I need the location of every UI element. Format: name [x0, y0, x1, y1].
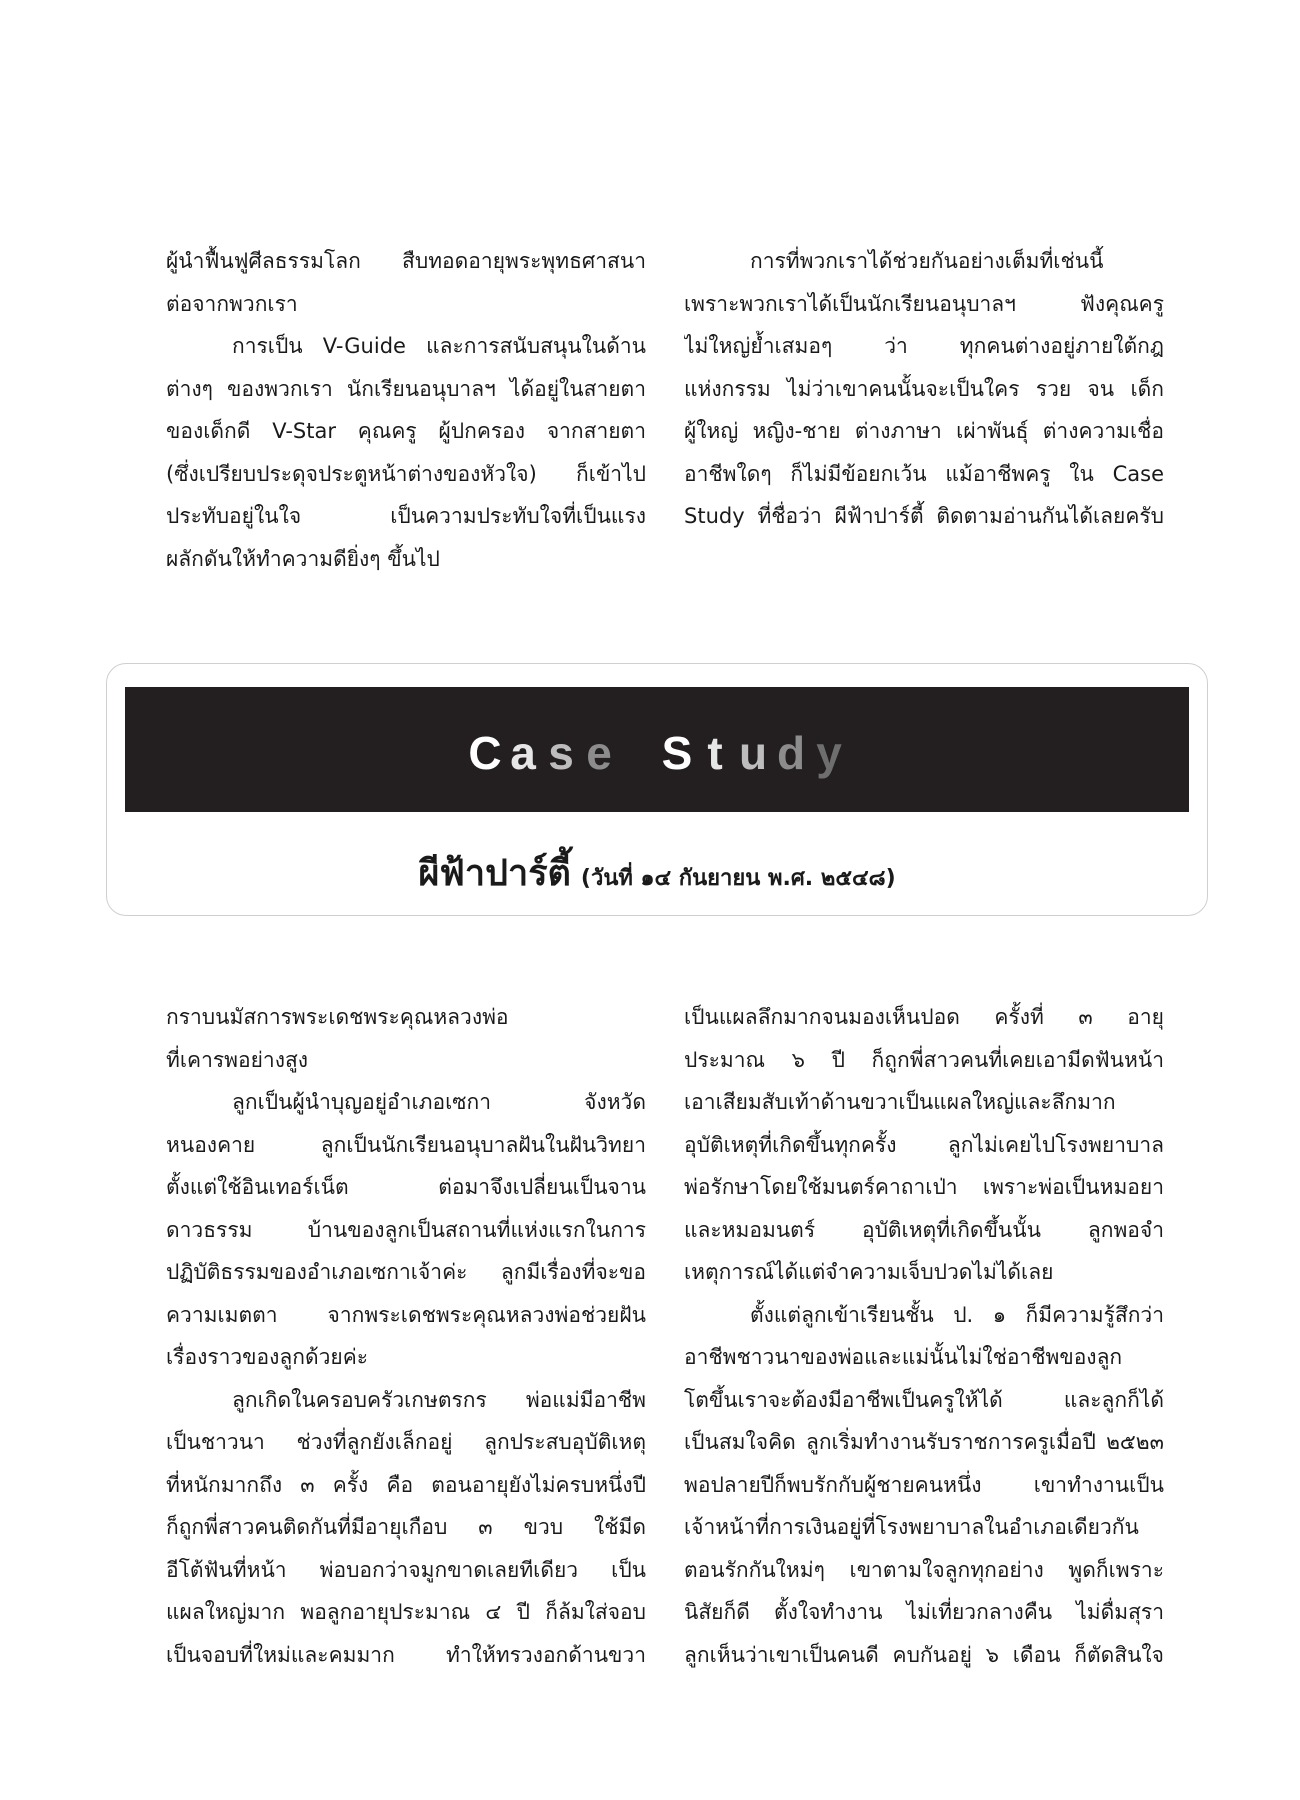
text-line: ความเมตตา จากพระเดชพระคุณหลวงพ่อช่วยฝัน: [166, 1302, 646, 1327]
text-line: หนองคาย ลูกเป็นนักเรียนอนุบาลฝันในฝันวิทยา: [166, 1132, 646, 1157]
text-line: กราบนมัสการพระเดชพระคุณหลวงพ่อ: [166, 1005, 509, 1029]
text-line: ของเด็กดี V-Star คุณครู ผู้ปกครอง จากสายตา: [166, 419, 646, 443]
case-study-name: ผีฟ้าปาร์ตี้: [418, 853, 571, 894]
text-line: เหตุการณ์ได้แต่จำความเจ็บปวดไม่ได้เลย: [684, 1260, 1054, 1284]
text-line: นิสัยก็ดี ตั้งใจทำงาน ไม่เที่ยวกลางคืน ไม่ดื่มสุรา: [684, 1600, 1164, 1624]
text-line: ลูกเกิดในครอบครัวเกษตรกร พ่อแม่มีอาชีพ: [232, 1387, 646, 1412]
text-line: โตขึ้นเราจะต้องมีอาชีพเป็นครูให้ได้ และลูกก็ได้: [684, 1387, 1164, 1412]
text-line: ที่หนักมากถึง ๓ ครั้ง คือ ตอนอายุยังไม่ครบหนึ่งปี: [166, 1472, 646, 1497]
text-line: Study ที่ชื่อว่า ผีฟ้าปาร์ตี้ ติดตามอ่านกันได้เลยครับ: [684, 504, 1164, 528]
text-line: แผลใหญ่มาก พอลูกอายุประมาณ ๔ ปี ก็ล้มใส่จอบ: [166, 1600, 646, 1624]
text-line: อาชีพชาวนาของพ่อและแม่นั้นไม่ใช่อาชีพของลูก: [684, 1345, 1123, 1369]
text-line: เจ้าหน้าที่การเงินอยู่ที่โรงพยาบาลในอำเภอเดียวกัน: [684, 1515, 1139, 1539]
text-line: ผู้นำฟื้นฟูศีลธรรมโลก สืบทอดอายุพระพุทธศาสนา: [166, 249, 646, 273]
text-line: ปฏิบัติธรรมของอำเภอเซกาเจ้าค่ะ ลูกมีเรื่องที่จะขอ: [166, 1260, 646, 1284]
text-line: ตอนรักกันใหม่ๆ เขาตามใจลูกทุกอย่าง พูดก็เพราะ: [684, 1557, 1164, 1582]
text-line: การเป็น V-Guide และการสนับสนุนในด้าน: [232, 334, 646, 358]
text-line: เพราะพวกเราได้เป็นนักเรียนอนุบาลฯ ฟังคุณครู: [684, 291, 1164, 316]
case-study-title: [466, 726, 848, 780]
text-line: ลูกเห็นว่าเขาเป็นคนดี คบกันอยู่ ๖ เดือน ก็ตัดสินใจ: [684, 1642, 1164, 1667]
banner-letter: a: [510, 726, 536, 779]
case-study-banner: [125, 687, 1189, 812]
text-line: พอปลายปีก็พบรักกับผู้ชายคนหนึ่ง เขาทำงานเป็น: [684, 1472, 1164, 1497]
text-line: ลูกเป็นผู้นำบุญอยู่อำเภอเซกา จังหวัด: [232, 1090, 646, 1114]
text-line: ผลักดันให้ทำความดียิ่งๆ ขึ้นไป: [166, 546, 440, 571]
text-line: ดาวธรรม บ้านของลูกเป็นสถานที่แห่งแรกในการ: [166, 1217, 646, 1242]
text-line: แห่งกรรม ไม่ว่าเขาคนนั้นจะเป็นใคร รวย จน เด็ก: [684, 376, 1164, 401]
text-line: เป็นแผลลึกมากจนมองเห็นปอด ครั้งที่ ๓ อายุ: [684, 1005, 1164, 1029]
banner-letter: u: [738, 726, 768, 779]
text-line: อุบัติเหตุที่เกิดขึ้นทุกครั้ง ลูกไม่เคยไปโรงพยาบาล: [684, 1132, 1164, 1157]
text-line: เป็นจอบที่ใหม่และคมมาก ทำให้ทรวงอกด้านขวา: [166, 1642, 646, 1667]
text-line: เอาเสียมสับเท้าด้านขวาเป็นแผลใหญ่และลึกมาก: [684, 1090, 1116, 1114]
text-line: ก็ถูกพี่สาวคนติดกันที่มีอายุเกือบ ๓ ขวบ ใช้มีด: [166, 1515, 646, 1539]
text-line: ตั้งแต่ลูกเข้าเรียนชั้น ป. ๑ ก็มีความรู้สึกว่า: [750, 1302, 1164, 1327]
text-line: อีโต้ฟันที่หน้า พ่อบอกว่าจมูกขาดเลยทีเดียว เป็น: [166, 1557, 646, 1582]
case-study-date: (วันที่ ๑๔ กันยายน พ.ศ. ๒๕๔๘): [580, 866, 896, 891]
banner-letter: d: [776, 726, 806, 779]
text-line: และหมอมนตร์ อุบัติเหตุที่เกิดขึ้นนั้น ลูกพอจำ: [684, 1217, 1164, 1242]
banner-letter: e: [586, 726, 612, 779]
bottom-right-column: [684, 996, 1164, 1676]
text-line: อาชีพใดๆ ก็ไม่มีข้อยกเว้น แม้อาชีพครู ใน Case: [684, 461, 1164, 486]
case-study-box: [106, 663, 1208, 916]
text-line: ต่อจากพวกเรา: [166, 291, 298, 316]
text-line: ประมาณ ๖ ปี ก็ถูกพี่สาวคนที่เคยเอามีดฟันหน้า: [684, 1047, 1164, 1072]
top-left-column: [166, 240, 646, 580]
text-line: ต่างๆ ของพวกเรา นักเรียนอนุบาลฯ ได้อยู่ในสายตา: [166, 376, 646, 401]
text-line: เรื่องราวของลูกด้วยค่ะ: [166, 1345, 369, 1369]
banner-letter: s: [548, 726, 574, 779]
banner-letter: y: [816, 726, 842, 779]
top-right-column: [684, 240, 1164, 538]
banner-letter: C: [468, 726, 502, 779]
text-line: การที่พวกเราได้ช่วยกันอย่างเต็มที่เช่นนี้: [750, 249, 1104, 273]
text-line: (ซึ่งเปรียบประดุจประตูหน้าต่างของหัวใจ) ก็เข้าไป: [166, 461, 646, 486]
bottom-left-column: [166, 996, 646, 1676]
text-line: ไม่ใหญ่ย้ำเสมอๆ ว่า ทุกคนต่างอยู่ภายใต้กฎ: [684, 334, 1164, 358]
banner-letter: t: [707, 726, 723, 779]
text-line: พ่อรักษาโดยใช้มนตร์คาถาเป่า เพราะพ่อเป็นหมอยา: [684, 1175, 1164, 1199]
text-line: ที่เคารพอย่างสูง: [166, 1047, 309, 1072]
text-line: ประทับอยู่ในใจ เป็นความประทับใจที่เป็นแรง: [166, 504, 646, 528]
text-line: เป็นชาวนา ช่วงที่ลูกยังเล็กอยู่ ลูกประสบอุบัติเหตุ: [166, 1430, 646, 1454]
banner-letter: S: [661, 726, 693, 779]
text-line: เป็นสมใจคิด ลูกเริ่มทำงานรับราชการครูเมื่อปี ๒๕๒๓: [684, 1430, 1164, 1454]
text-line: ตั้งแต่ใช้อินเทอร์เน็ต ต่อมาจึงเปลี่ยนเป็นจาน: [166, 1175, 646, 1199]
case-study-subtitle: [107, 844, 1207, 901]
text-line: ผู้ใหญ่ หญิง-ชาย ต่างภาษา เผ่าพันธุ์ ต่างความเชื่อ: [684, 419, 1164, 443]
banner-letter-space: [618, 726, 658, 780]
